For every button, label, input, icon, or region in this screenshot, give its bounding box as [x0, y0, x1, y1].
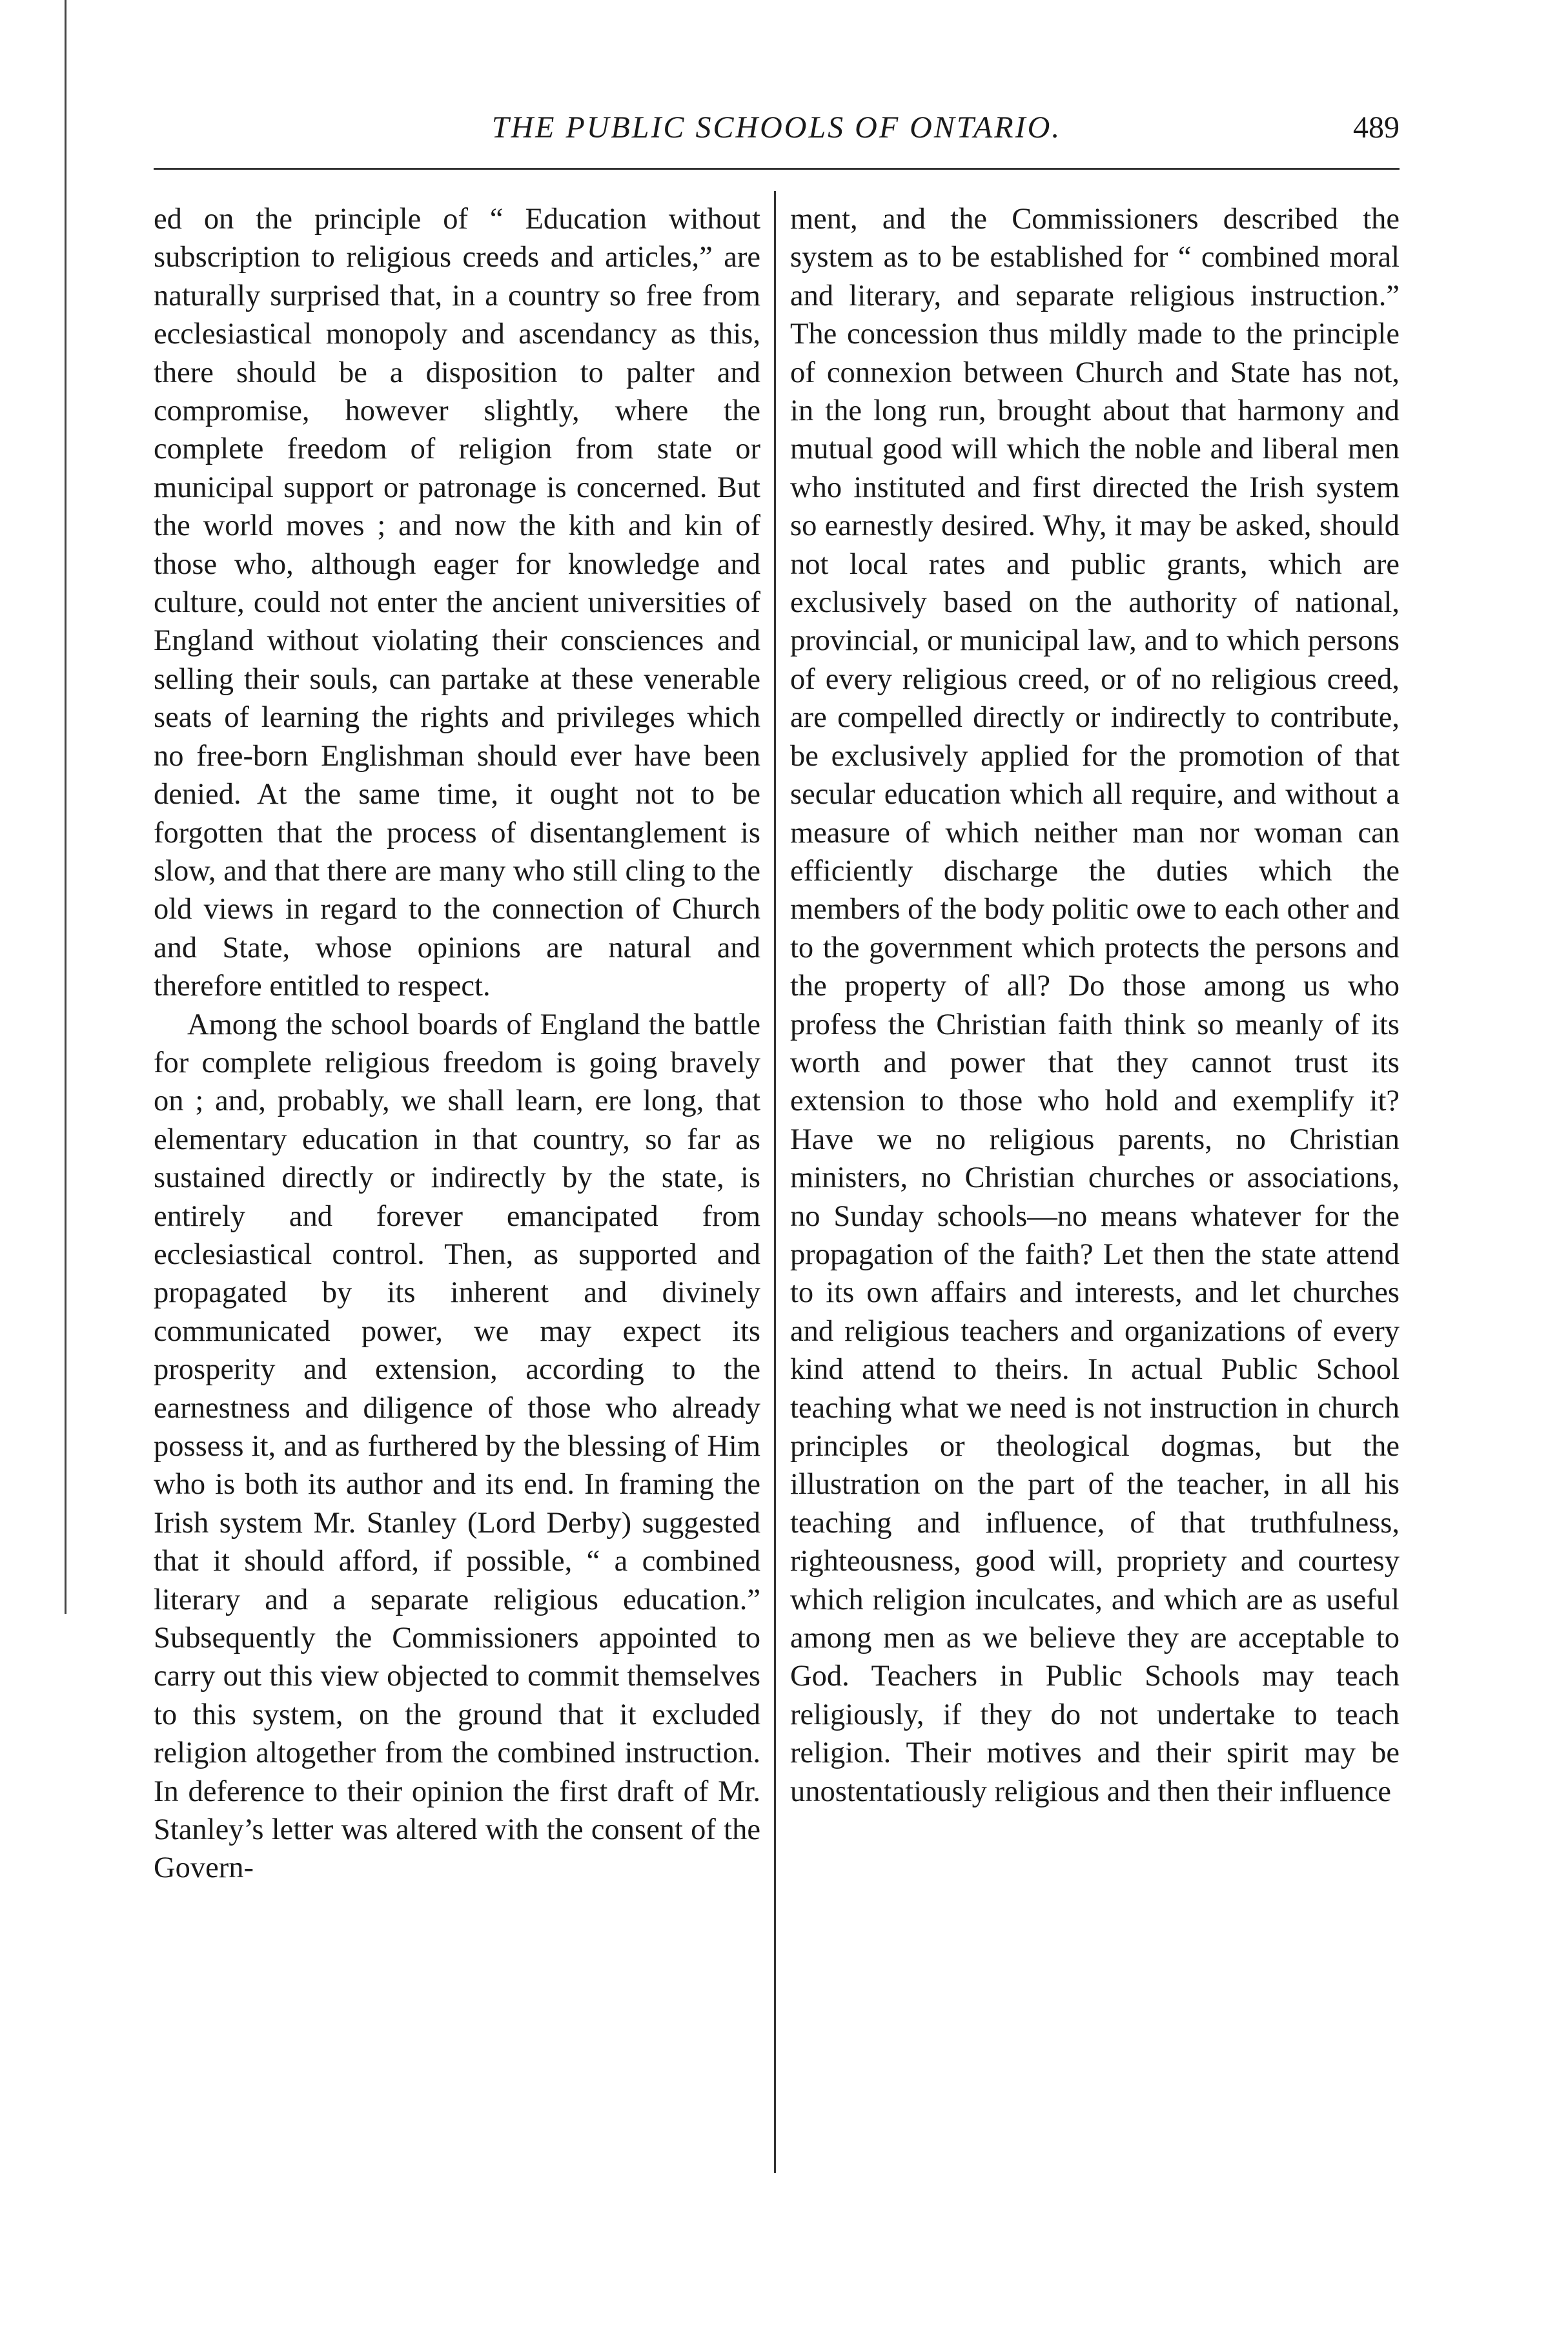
running-title: THE PUBLIC SCHOOLS OF ONTARIO. — [491, 110, 1062, 145]
header-rule — [154, 168, 1400, 170]
right-column — [790, 200, 1400, 1811]
right-paragraph-1: ment, and the Commissioners described the system as to be established for “ combined moral and literary, and separate religious instruction.” The concession thus mildly made to the principle of connexion between Church and State has not, in the long run, brought about that harmony and mutual good will which the noble and liberal men who instituted and first directed the Irish system so earnestly desired. Why, it may be asked, should not local rates and public grants, which are exclusively based on the authority of national, provincial, or municipal law, and to which persons of every religious creed, or of no religious creed, are compelled directly or indirectly to contribute, be exclusively applied for the promotion of that secular education which all require, and without a measure of which neither man nor woman can efficiently discharge the duties which the members of the body politic owe to each other and to the government which protects the persons and the property of all? Do those among us who profess the Christian faith think so meanly of its worth and power that they cannot trust its extension to those who hold and exemplify it? Have we no religious parents, no Christian ministers, no Christian churches or associations, no Sunday schools—no means whatever for the propagation of the faith? Let then the state attend to its own affairs and interests, and let churches and religious teachers and organizations of every kind attend to theirs. In actual Public School teaching what we need is not instruction in church principles or theological dogmas, but the illustration on the part of the teacher, in all his teaching and influence, of that truthfulness, righteousness, good will, propriety and courtesy which religion inculcates, and which are as useful among men as we believe they are acceptable to God. Teachers in Public Schools may teach religiously, if they do not undertake to teach religion. Their motives and their spirit may be unostentatiously religious and then their influence — [790, 203, 1400, 1808]
page-number: 489 — [1353, 110, 1400, 145]
left-paragraph-1: ed on the principle of “ Education without subscription to religious creeds and articles,” are naturally surprised that, in a country so free from ecclesiastical monopoly and ascendancy as this, there should be a disposition to palter and compromise, however slightly, where the complete freedom of religion from state or municipal support or patronage is concerned. But the world moves ; and now the kith and kin of those who, although eager for knowledge and culture, could not enter the ancient universities of England without violating their consciences and selling their souls, can partake at these venerable seats of learning the rights and privileges which no free-born Englishman should ever have been denied. At the same time, it ought not to be forgotten that the process of disentanglement is slow, and that there are many who still cling to the old views in regard to the connection of Church and State, whose opinions are natural and therefore entitled to respect. — [154, 203, 760, 1003]
column-divider — [774, 191, 776, 2173]
left-paragraph-2: Among the school boards of England the battle for complete religious freedom is going bravely on ; and, probably, we shall learn, ere long, that elementary education in that country, so far as sustained directly or indirectly by the state, is entirely and forever emancipated from ecclesiastical control. Then, as supported and propagated by its inherent and divinely communicated power, we may expect its prosperity and extension, according to the earnestness and diligence of those who already possess it, and as furthered by the blessing of Him who is both its author and its end. In framing the Irish system Mr. Stanley (Lord Derby) suggested that it should afford, if possible, “ a combined literary and a separate religious education.” Subsequently the Commissioners appointed to carry out this view objected to commit themselves to this system, on the ground that it excluded religion altogether from the combined instruction. In deference to their opinion the first draft of Mr. Stanley’s letter was altered with the consent of the Govern- — [154, 1008, 760, 1885]
page-header — [154, 108, 1400, 167]
binding-edge-mark — [65, 0, 66, 1614]
left-column — [154, 200, 760, 1888]
